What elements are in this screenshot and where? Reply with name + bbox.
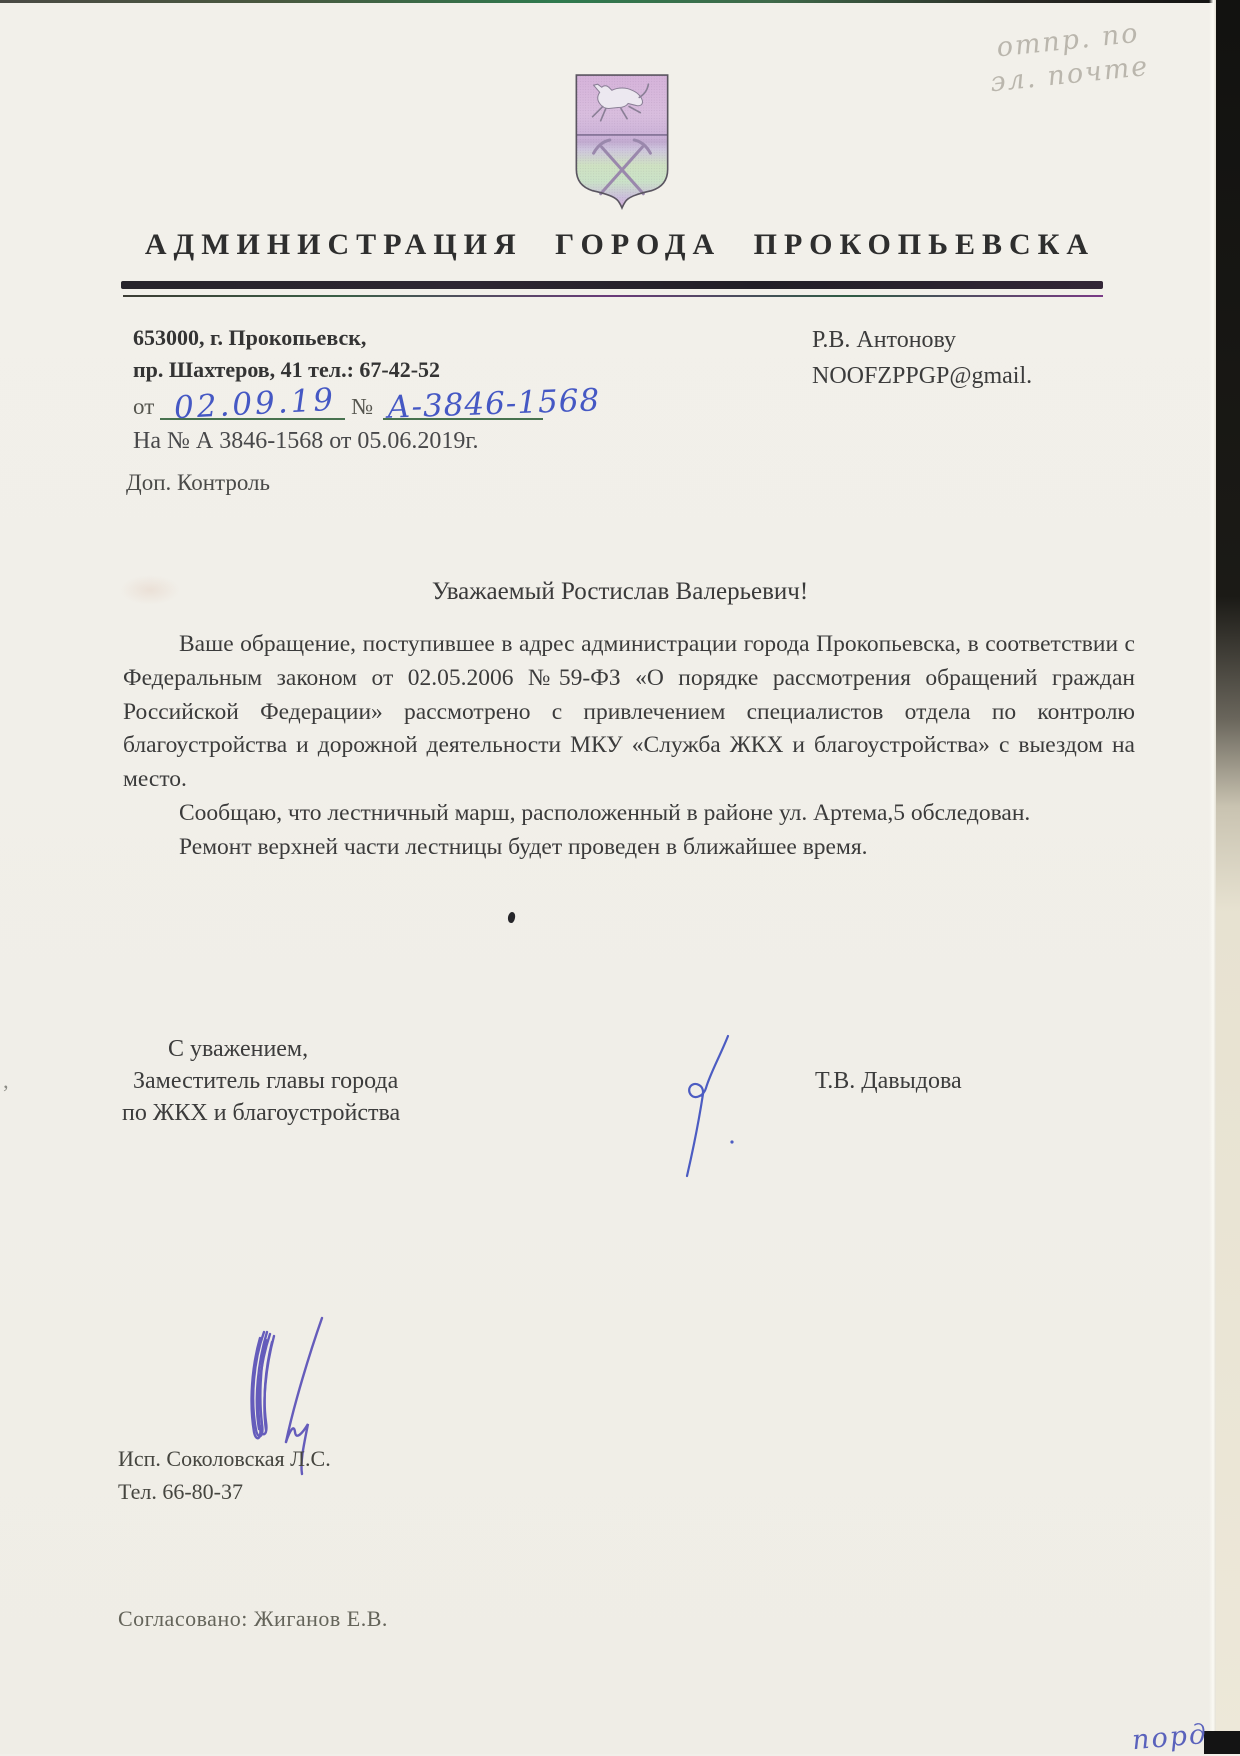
approval-line: Согласовано: Жиганов Е.В. (118, 1606, 388, 1631)
outgoing-number-line (133, 381, 601, 427)
handwritten-number: А-3846-1568 (386, 382, 601, 426)
org-name-header: АДМИНИСТРАЦИЯ ГОРОДА ПРОКОПЬЕВСКА (144, 228, 1096, 261)
in-reply-to-line: На № А 3846-1568 от 05.06.2019г. (133, 428, 479, 454)
scan-corner-block (1204, 1731, 1240, 1754)
closing-phrase: С уважением, (168, 1036, 309, 1062)
number-blank (383, 382, 601, 426)
number-label: № (351, 394, 374, 419)
signer-name: Т.В. Давыдова (815, 1068, 962, 1094)
pencil-annotation-line1: отпр. по (995, 17, 1141, 64)
pencil-annotation-line2: эл. почте (988, 50, 1151, 99)
handwritten-date: 02.09.19 (173, 381, 338, 427)
letter-body (123, 628, 1135, 865)
date-label: от (133, 394, 155, 419)
recipient-email: NOOFZPPGP@gmail. (812, 363, 1033, 389)
margin-speck: ’ (2, 1080, 10, 1105)
body-paragraph-3: Ремонт верхней части лестницы будет проведен в ближайшее время. (179, 833, 868, 860)
scan-right-background (1216, 0, 1240, 1754)
control-note: Доп. Контроль (126, 470, 270, 495)
date-blank (160, 381, 345, 427)
handwritten-margin-note: порд (1130, 1718, 1210, 1756)
executor-phone: Тел. 66-80-37 (118, 1479, 243, 1504)
ink-blot (507, 911, 516, 923)
body-paragraph-1: Ваше обращение, поступившее в адрес администрации города Прокопьевска, в соответствии с Федеральным законом от 02.05.2006 №59-ФЗ «О порядке рассмотрения обращений граждан Российской Федерации» рассмотрено с привлечением специалистов отдела по контролю благоустройства и дорожной деятельности МКУ «Служба ЖКХ и благоустройства» с выездом на место. (123, 631, 1135, 793)
sender-address-line2: пр. Шахтеров, 41 тел.: 67-42-52 (133, 357, 441, 382)
sender-address-block (133, 322, 440, 386)
signer-position-line1: Заместитель главы города (133, 1068, 399, 1094)
paper-right-edge (1209, 0, 1216, 1754)
recipient-block (812, 322, 1032, 394)
signer-position-line2: по ЖКХ и благоустройства (122, 1100, 401, 1126)
pencil-annotation (988, 9, 1221, 100)
header-rule-thick (121, 281, 1103, 289)
sender-address-line1: 653000, г. Прокопьевск, (133, 325, 367, 350)
recipient-name: Р.В. Антонову (812, 327, 957, 353)
coat-of-arms-icon (566, 70, 678, 210)
executor-line: Исп. Соколовская Л.С. (118, 1446, 331, 1471)
scan-top-edge (0, 0, 1240, 3)
signature-davydova (676, 1030, 756, 1180)
header-rule-thin (123, 295, 1103, 297)
salutation: Уважаемый Ростислав Валерьевич! (431, 578, 809, 605)
body-paragraph-2: Сообщаю, что лестничный марш, расположенный в районе ул. Артема,5 обследован. (179, 799, 1031, 826)
